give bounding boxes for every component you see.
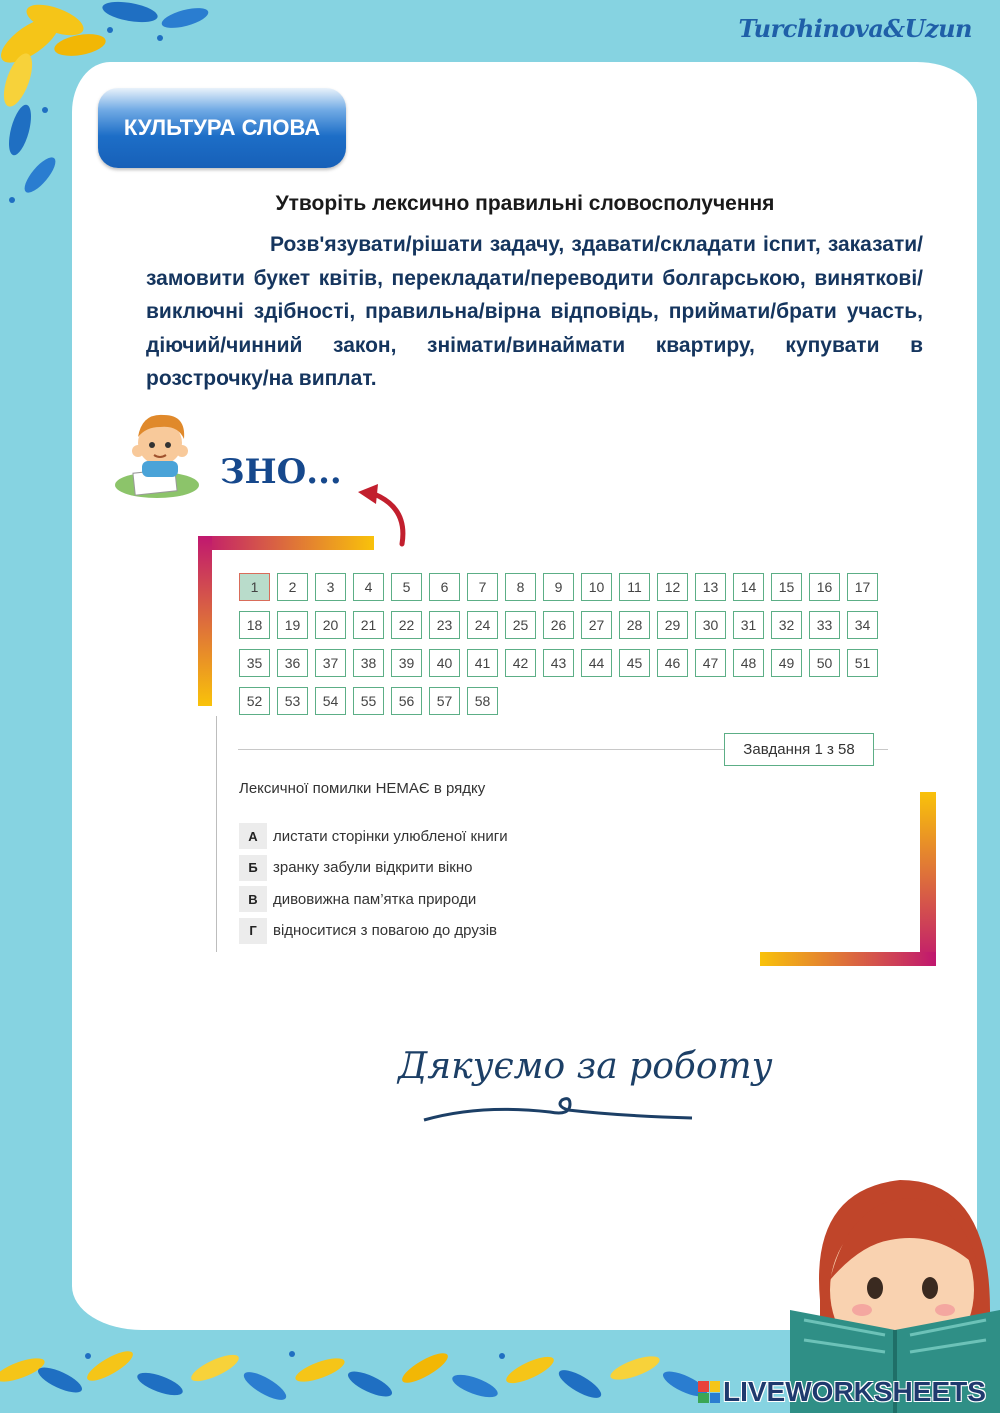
question-number-button[interactable]: 11 xyxy=(619,573,650,601)
question-number-button[interactable]: 35 xyxy=(239,649,270,677)
question-number-button[interactable]: 48 xyxy=(733,649,764,677)
option-text: листати сторінки улюбленої книги xyxy=(273,827,508,845)
question-number-button[interactable]: 4 xyxy=(353,573,384,601)
question-number-button[interactable]: 24 xyxy=(467,611,498,639)
liveworksheets-logo-icon xyxy=(698,1381,720,1403)
question-number-button[interactable]: 1 xyxy=(239,573,270,601)
question-number-button[interactable]: 51 xyxy=(847,649,878,677)
liveworksheets-logo xyxy=(698,1376,986,1408)
task-counter: Завдання 1 з 58 xyxy=(724,733,874,766)
option-text: зранку забули відкрити вікно xyxy=(273,859,473,876)
question-number-button[interactable]: 21 xyxy=(353,611,384,639)
option-a[interactable] xyxy=(239,823,508,849)
question-number-grid xyxy=(239,573,899,715)
question-number-button[interactable]: 27 xyxy=(581,611,612,639)
question-number-button[interactable]: 54 xyxy=(315,687,346,715)
question-number-button[interactable]: 56 xyxy=(391,687,422,715)
question-number-button[interactable]: 37 xyxy=(315,649,346,677)
divider-vertical xyxy=(216,716,217,952)
question-number-button[interactable]: 14 xyxy=(733,573,764,601)
question-number-button[interactable]: 34 xyxy=(847,611,878,639)
question-number-button[interactable]: 57 xyxy=(429,687,460,715)
question-number-button[interactable]: 55 xyxy=(353,687,384,715)
exercise-paragraph: Розв'язувати/рішати задачу, здавати/складати іспит, заказати/замовити букет квітів, перекладати/переводити болгарською, виняткові/виключні здібності, правильна/вірна відповідь, приймати/брати участь, діючий/чинний закон, знімати/винаймати квартиру, купувати в розстрочку/на виплат. xyxy=(146,233,923,390)
option-letter: В xyxy=(239,886,267,912)
option-b[interactable] xyxy=(239,855,508,881)
question-number-button[interactable]: 41 xyxy=(467,649,498,677)
instruction-heading: Утворіть лексично правильні словосполучення xyxy=(275,192,775,215)
question-number-button[interactable]: 30 xyxy=(695,611,726,639)
boy-studying-illustration xyxy=(112,405,212,500)
question-number-button[interactable]: 8 xyxy=(505,573,536,601)
option-letter: Б xyxy=(239,855,267,881)
option-text: відноситися з повагою до друзів xyxy=(273,922,498,939)
question-number-button[interactable]: 32 xyxy=(771,611,802,639)
frame-corner-bottom-right xyxy=(758,790,938,968)
question-number-button[interactable]: 23 xyxy=(429,611,460,639)
question-number-button[interactable]: 47 xyxy=(695,649,726,677)
question-number-button[interactable]: 40 xyxy=(429,649,460,677)
option-text: дивовижна пам’ятка природи xyxy=(273,890,477,908)
question-number-button[interactable]: 31 xyxy=(733,611,764,639)
question-number-button[interactable]: 20 xyxy=(315,611,346,639)
question-number-button[interactable]: 22 xyxy=(391,611,422,639)
question-number-button[interactable]: 44 xyxy=(581,649,612,677)
section-title-badge xyxy=(98,88,346,168)
option-h[interactable] xyxy=(239,918,508,944)
brand-signature: Turchinova&Uzun xyxy=(738,14,972,43)
question-number-button[interactable]: 16 xyxy=(809,573,840,601)
question-number-button[interactable]: 25 xyxy=(505,611,536,639)
option-v[interactable] xyxy=(239,886,508,912)
question-number-button[interactable]: 53 xyxy=(277,687,308,715)
question-number-button[interactable]: 45 xyxy=(619,649,650,677)
option-letter: Г xyxy=(239,918,267,944)
question-number-button[interactable]: 29 xyxy=(657,611,688,639)
zno-heading: ЗНО... xyxy=(220,452,342,492)
question-number-button[interactable]: 26 xyxy=(543,611,574,639)
question-number-button[interactable]: 12 xyxy=(657,573,688,601)
question-number-button[interactable]: 2 xyxy=(277,573,308,601)
question-number-button[interactable]: 5 xyxy=(391,573,422,601)
question-number-button[interactable]: 17 xyxy=(847,573,878,601)
option-letter: А xyxy=(239,823,267,849)
question-number-button[interactable]: 28 xyxy=(619,611,650,639)
question-number-button[interactable]: 39 xyxy=(391,649,422,677)
question-number-button[interactable]: 38 xyxy=(353,649,384,677)
question-number-button[interactable]: 18 xyxy=(239,611,270,639)
question-number-button[interactable]: 50 xyxy=(809,649,840,677)
swirl-underline-decoration xyxy=(420,1090,700,1130)
leaf-decoration-bottom xyxy=(0,1340,760,1413)
thanks-message: Дякуємо за роботу xyxy=(398,1046,773,1087)
question-number-button[interactable]: 6 xyxy=(429,573,460,601)
question-number-button[interactable]: 49 xyxy=(771,649,802,677)
section-title: КУЛЬТУРА СЛОВА xyxy=(123,115,321,140)
question-number-button[interactable]: 7 xyxy=(467,573,498,601)
question-number-button[interactable]: 33 xyxy=(809,611,840,639)
liveworksheets-logo-text: LIVEWORKSHEETS xyxy=(723,1376,986,1407)
question-number-button[interactable]: 9 xyxy=(543,573,574,601)
question-number-button[interactable]: 43 xyxy=(543,649,574,677)
question-number-button[interactable]: 52 xyxy=(239,687,270,715)
question-number-button[interactable]: 13 xyxy=(695,573,726,601)
question-number-button[interactable]: 46 xyxy=(657,649,688,677)
question-number-button[interactable]: 58 xyxy=(467,687,498,715)
question-number-button[interactable]: 15 xyxy=(771,573,802,601)
question-number-button[interactable]: 42 xyxy=(505,649,536,677)
question-number-button[interactable]: 3 xyxy=(315,573,346,601)
question-number-button[interactable]: 10 xyxy=(581,573,612,601)
question-number-button[interactable]: 36 xyxy=(277,649,308,677)
answer-options xyxy=(239,823,508,949)
question-number-button[interactable]: 19 xyxy=(277,611,308,639)
question-text: Лексичної помилки НЕМАЄ в рядку xyxy=(239,780,486,797)
